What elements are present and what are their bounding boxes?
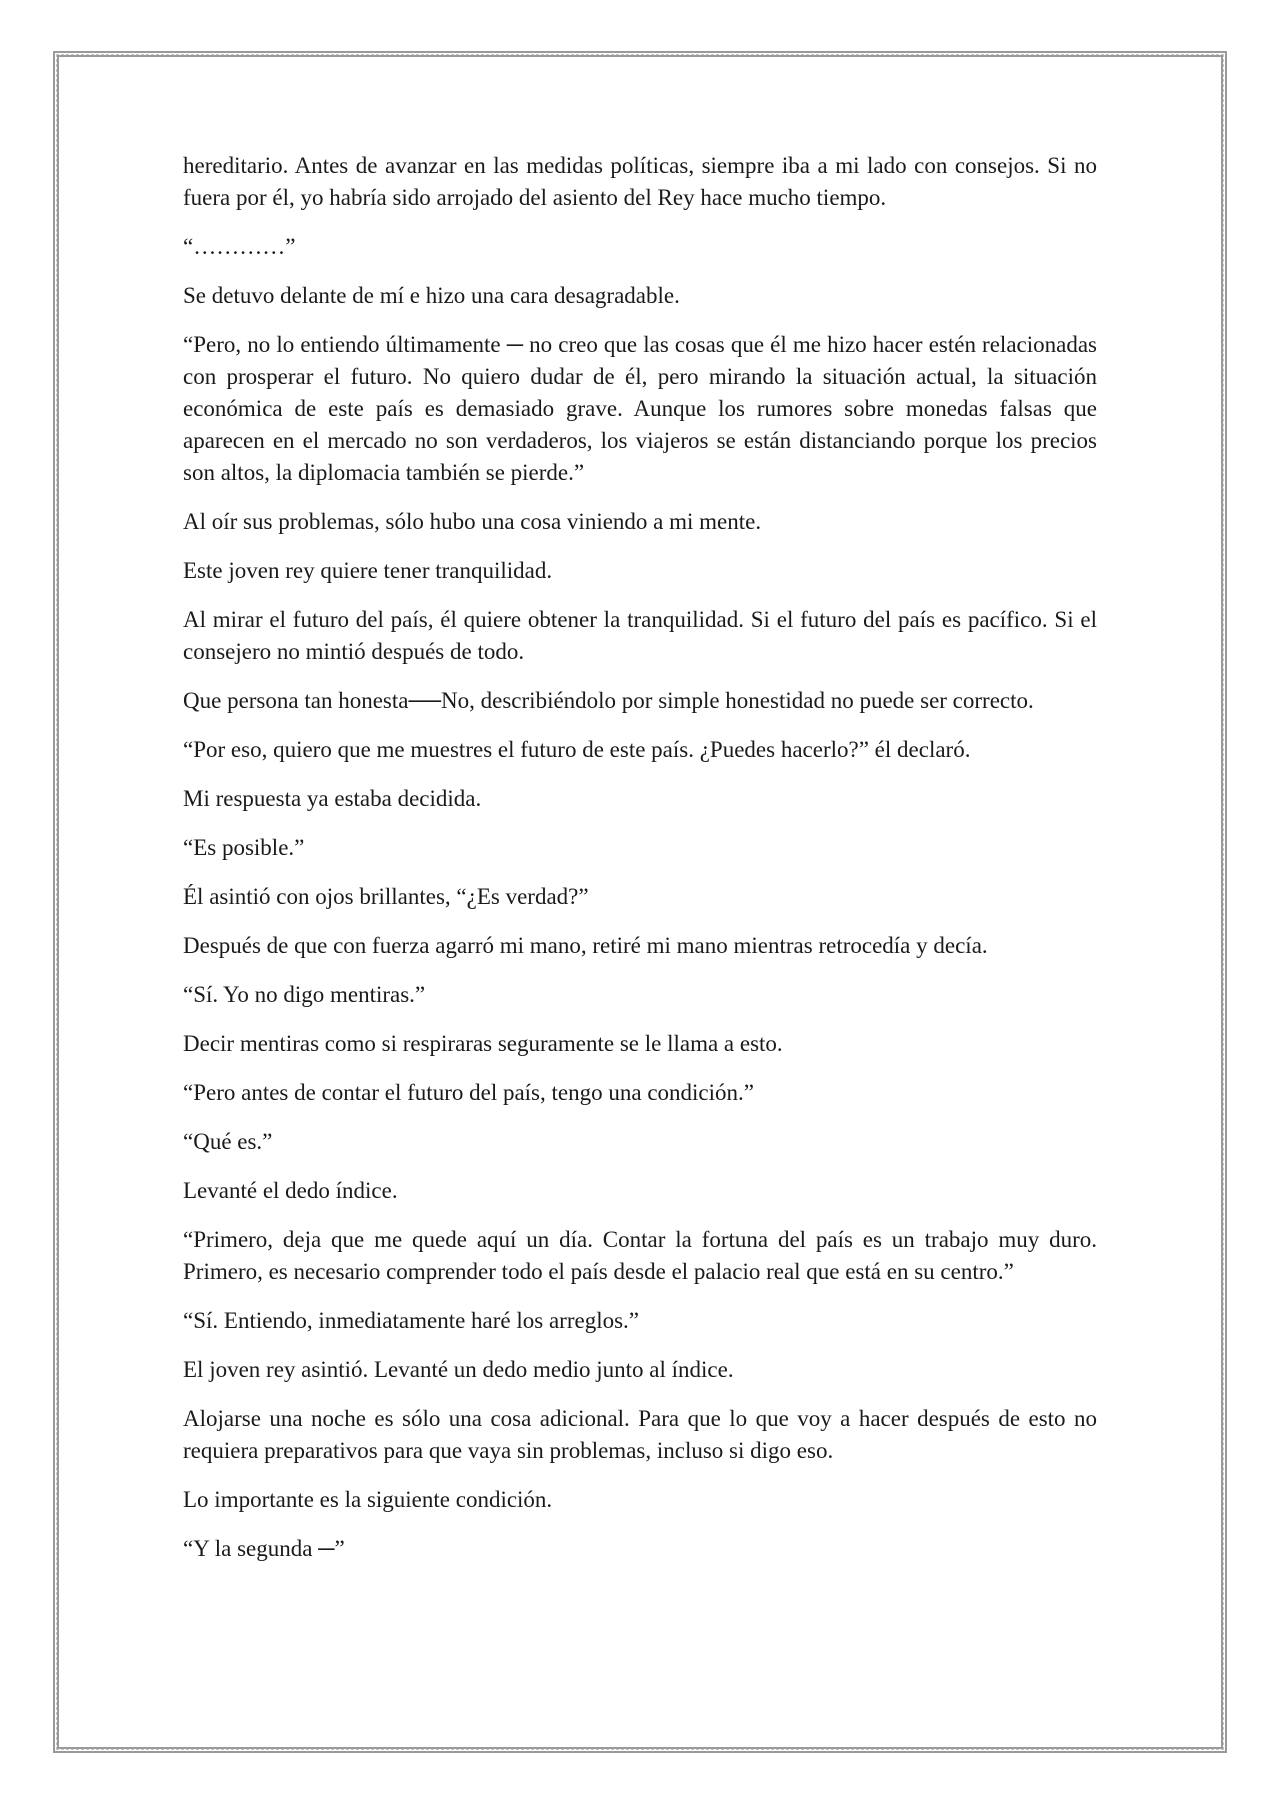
paragraph: Que persona tan honesta──No, describiéndolo por simple honestidad no puede ser correcto. bbox=[183, 688, 1034, 713]
paragraph: “Primero, deja que me quede aquí un día. Contar la fortuna del país es un trabajo muy duro. Primero, es necesario comprender todo el país desde el palacio real que está en su centro.” bbox=[183, 1227, 1097, 1284]
paragraph: “Y la segunda ─” bbox=[183, 1536, 345, 1561]
paragraph: “Qué es.” bbox=[183, 1129, 273, 1154]
paragraph: Él asintió con ojos brillantes, “¿Es verdad?” bbox=[183, 884, 589, 909]
paragraph: “Pero, no lo entiendo últimamente ─ no creo que las cosas que él me hizo hacer estén relacionadas con prosperar el futuro. No quiero dudar de él, pero mirando la situación actual, la situación económica de este país es demasiado grave. Aunque los rumores sobre monedas falsas que aparecen en el mercado no son verdaderos, los viajeros se están distanciando porque los precios son altos, la diplomacia también se pierde.” bbox=[183, 332, 1097, 485]
paragraph: hereditario. Antes de avanzar en las medidas políticas, siempre iba a mi lado con consejos. Si no fuera por él, yo habría sido arrojado del asiento del Rey hace mucho tiempo. bbox=[183, 153, 1097, 210]
paragraph: Levanté el dedo índice. bbox=[183, 1178, 398, 1203]
paragraph: Mi respuesta ya estaba decidida. bbox=[183, 786, 482, 811]
paragraph: Al mirar el futuro del país, él quiere obtener la tranquilidad. Si el futuro del país es pacífico. Si el consejero no mintió después de todo. bbox=[183, 607, 1097, 664]
paragraph: “Es posible.” bbox=[183, 835, 305, 860]
paragraph: El joven rey asintió. Levanté un dedo medio junto al índice. bbox=[183, 1357, 734, 1382]
paragraph: “Por eso, quiero que me muestres el futuro de este país. ¿Puedes hacerlo?” él declaró. bbox=[183, 737, 971, 762]
paragraph: Al oír sus problemas, sólo hubo una cosa viniendo a mi mente. bbox=[183, 509, 762, 534]
paragraph: Después de que con fuerza agarró mi mano, retiré mi mano mientras retrocedía y decía. bbox=[183, 933, 988, 958]
paragraph: Este joven rey quiere tener tranquilidad. bbox=[183, 558, 553, 583]
paragraph: “Sí. Entiendo, inmediatamente haré los arreglos.” bbox=[183, 1308, 640, 1333]
paragraph: Se detuvo delante de mí e hizo una cara desagradable. bbox=[183, 283, 680, 308]
document-body bbox=[183, 150, 1097, 1582]
paragraph: Lo importante es la siguiente condición. bbox=[183, 1487, 553, 1512]
paragraph: Alojarse una noche es sólo una cosa adicional. Para que lo que voy a hacer después de esto no requiera preparativos para que vaya sin problemas, incluso si digo eso. bbox=[183, 1406, 1097, 1463]
paragraph: “Sí. Yo no digo mentiras.” bbox=[183, 982, 426, 1007]
paragraph: “…………” bbox=[183, 234, 296, 259]
paragraph: “Pero antes de contar el futuro del país, tengo una condición.” bbox=[183, 1080, 754, 1105]
paragraph: Decir mentiras como si respiraras seguramente se le llama a esto. bbox=[183, 1031, 783, 1056]
